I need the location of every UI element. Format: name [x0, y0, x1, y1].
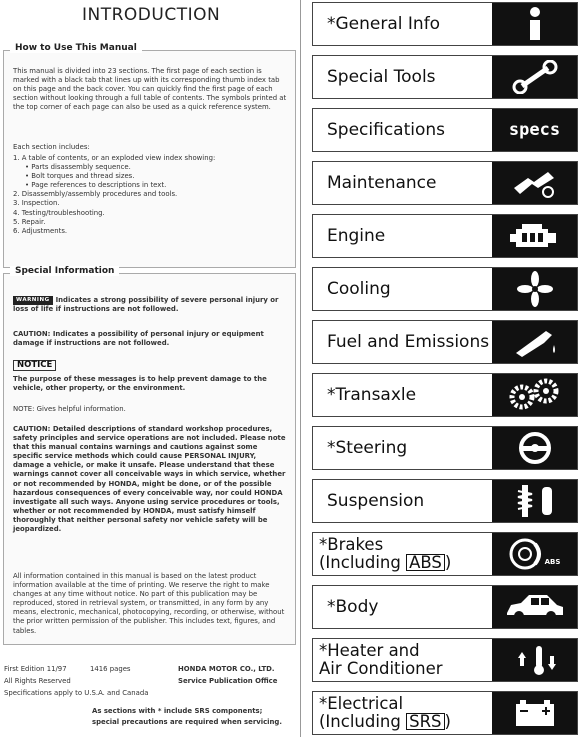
section-includes-label: Each section includes:: [13, 143, 90, 151]
warning-text: Indicates a strong possibility of severe personal injury or loss of life if instructions are not followed.: [13, 296, 279, 314]
tab-steering[interactable]: [312, 426, 578, 470]
list-item: 6. Adjustments.: [13, 226, 68, 235]
tab-brakes[interactable]: [312, 532, 578, 576]
heater-subtitle: Air Conditioner: [319, 659, 443, 678]
tab-label: Fuel and Emissions: [327, 332, 490, 352]
fan-icon: [492, 268, 577, 310]
shock-absorber-icon: [492, 480, 577, 522]
tab-electrical[interactable]: [312, 691, 578, 735]
brakes-title: *Brakes: [319, 535, 384, 554]
warning-block: [13, 296, 288, 314]
company-name: HONDA MOTOR CO., LTD.: [178, 665, 275, 673]
heater-title: *Heater and: [319, 641, 420, 660]
tab-cooling[interactable]: [312, 267, 578, 311]
tab-heater-ac[interactable]: [312, 638, 578, 682]
tab-general-info[interactable]: [312, 2, 578, 46]
special-information-heading: Special Information: [10, 266, 119, 276]
rights-reserved-text: All Rights Reserved: [4, 677, 71, 685]
tab-engine[interactable]: [312, 214, 578, 258]
list-item: 3. Inspection.: [13, 199, 60, 208]
specifications-apply-text: Specifications apply to U.S.A. and Canada: [4, 689, 149, 697]
list-item: 5. Repair.: [13, 217, 46, 226]
gears-icon: [492, 374, 577, 416]
tab-transaxle[interactable]: [312, 373, 578, 417]
maintenance-icon: [492, 162, 577, 204]
fuel-nozzle-icon: [492, 321, 577, 363]
list-item: • Bolt torques and thread sizes.: [25, 172, 135, 181]
tab-label: [319, 642, 443, 678]
notice-badge: NOTICE: [13, 360, 56, 371]
caution-detailed-text: CAUTION: Detailed descriptions of standard workshop procedures, safety principles and service operations are not included. Please note that this manual contains warnings and cautions against some specific service methods which could cause PERSONAL INJURY, damage a vehicle, or make it unsafe. Please understand that these warnings cannot cover all conceivable ways in which service, whether or not recommended by HONDA, might be done, or of the possible hazardous consequences of every conceivable way, nor could HONDA investigate all such ways. Anyone using service procedures or tools, whether or not recommended by HONDA, must satisfy himself thoroughly that neither personal safety nor vehicle safety will be jeopardized.: [13, 425, 286, 534]
tab-label: Cooling: [327, 279, 391, 299]
tab-fuel-emissions[interactable]: [312, 320, 578, 364]
electrical-title: *Electrical: [319, 694, 404, 713]
brake-disc-icon: [492, 533, 577, 575]
list-item: • Parts disassembly sequence.: [25, 163, 131, 172]
list-item: 2. Disassembly/assembly procedures and tools.: [13, 190, 178, 199]
tab-body[interactable]: [312, 585, 578, 629]
note-text: NOTE: Gives helpful information.: [13, 405, 126, 413]
brakes-subtitle: (Including ABS ): [319, 553, 452, 572]
list-item: • Page references to descriptions in text.: [25, 181, 167, 190]
srs-note-line2: special precautions are required when servicing.: [92, 718, 282, 726]
steering-wheel-icon: [492, 427, 577, 469]
how-to-use-paragraph: This manual is divided into 23 sections. The first page of each section is marked with a black tab that lines up with its corresponding thumb index tab on this page and the back cover. You can quickly find the first page of each section without looking through a full table of contents. The symbols printed at the top corner of each page can also be used as a quick reference system.: [13, 67, 287, 112]
tab-suspension[interactable]: [312, 479, 578, 523]
notice-text: The purpose of these messages is to help prevent damage to the vehicle, other property, or the environment.: [13, 375, 267, 393]
tab-label: Specifications: [327, 120, 446, 140]
tab-label: *Transaxle: [327, 385, 417, 405]
tab-label: *Steering: [327, 438, 408, 458]
caution-text: CAUTION: Indicates a possibility of personal injury or equipment damage if instructions are not followed.: [13, 330, 264, 348]
car-icon: [492, 586, 577, 628]
section-includes-list: [13, 154, 288, 236]
how-to-use-heading: How to Use This Manual: [10, 43, 142, 53]
rights-text: All information contained in this manual is based on the latest product information available at the time of printing. We reserve the right to make changes at any time without notice. No part of this publication may be reproduced, stored in retrieval system, or transmitted, in any form by any means, electronic, mechanical, photocopying, recording, or otherwise, without the prior written permission of the publisher. This includes text, figures, and tables.: [13, 572, 285, 635]
tab-specifications[interactable]: [312, 108, 578, 152]
list-item: 4. Testing/troubleshooting.: [13, 208, 105, 217]
thermometer-icon: [492, 639, 577, 681]
column-divider: [300, 0, 301, 737]
electrical-subtitle: (Including SRS ): [319, 712, 451, 731]
tab-label: Suspension: [327, 491, 425, 511]
tab-special-tools[interactable]: [312, 55, 578, 99]
info-icon: [492, 3, 577, 45]
tab-label: Special Tools: [327, 67, 436, 87]
special-information-panel: [3, 266, 296, 645]
tab-label: Engine: [327, 226, 386, 246]
tab-maintenance[interactable]: [312, 161, 578, 205]
battery-icon: [492, 692, 577, 734]
page-title: INTRODUCTION: [82, 5, 221, 25]
wrench-icon: [492, 56, 577, 98]
tab-label: [319, 536, 451, 572]
tab-label: *Body: [327, 597, 379, 617]
srs-box: SRS: [406, 713, 444, 730]
how-to-use-panel: [3, 43, 296, 268]
engine-icon: [492, 215, 577, 257]
abs-icon-label: ABS: [544, 558, 561, 566]
abs-box: ABS: [406, 554, 445, 571]
srs-note-line1: As sections with * include SRS components;: [92, 707, 263, 715]
notice-block: [13, 360, 288, 371]
list-item: 1. A table of contents, or an exploded view index showing:: [13, 154, 216, 162]
specs-icon: specs: [492, 109, 577, 151]
tab-label: Maintenance: [327, 173, 437, 193]
warning-badge: WARNING: [13, 296, 53, 305]
page-count-text: 1416 pages: [90, 665, 131, 673]
edition-text: First Edition 11/97: [4, 665, 67, 673]
tab-label: [319, 695, 451, 731]
publication-office: Service Publication Office: [178, 677, 278, 685]
tab-label: *General Info: [327, 14, 441, 34]
